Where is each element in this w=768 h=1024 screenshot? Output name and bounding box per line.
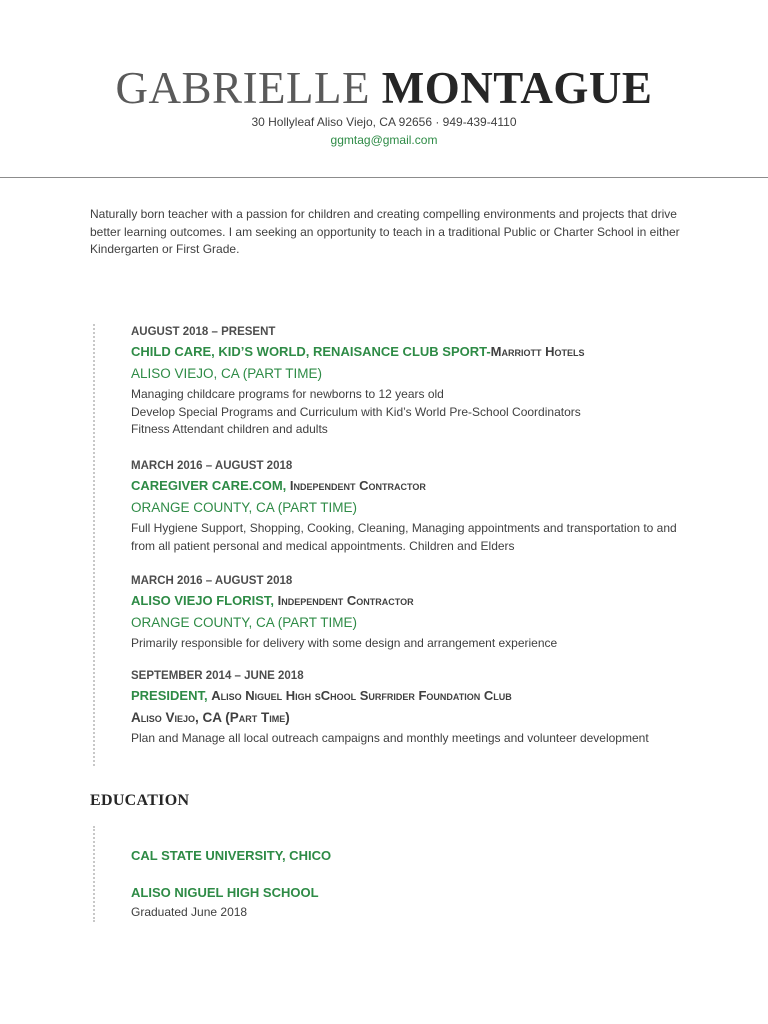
job-title bbox=[131, 476, 691, 495]
job-role: ALISO VIEJO FLORIST, bbox=[131, 593, 275, 608]
first-name: GABRIELLE bbox=[115, 63, 371, 113]
job-date: MARCH 2016 – AUGUST 2018 bbox=[131, 575, 293, 587]
applicant-name bbox=[0, 62, 768, 114]
job-description bbox=[131, 386, 691, 439]
job-description bbox=[131, 635, 691, 653]
experience-dotted-rule bbox=[93, 324, 95, 766]
job-description bbox=[131, 520, 691, 555]
job-employer: Independent Contractor bbox=[289, 478, 426, 493]
job-title bbox=[131, 591, 691, 610]
job-location: ALISO VIEJO, CA (PART TIME) bbox=[131, 366, 323, 381]
experience-entry bbox=[131, 574, 691, 653]
email-address: ggmtag@gmail.com bbox=[330, 133, 438, 147]
job-location: Aliso Viejo, CA (Part Time) bbox=[131, 710, 290, 725]
job-location: ORANGE COUNTY, CA (PART TIME) bbox=[131, 500, 358, 515]
education-heading: EDUCATION bbox=[90, 792, 190, 809]
education-entry bbox=[131, 846, 691, 865]
education-detail: Graduated June 2018 bbox=[131, 905, 248, 919]
job-employer: Aliso Niguel High sChool Surfrider Foundation Club bbox=[211, 688, 512, 703]
job-duty: Managing childcare programs for newborns to 12 years old bbox=[131, 387, 444, 401]
job-title bbox=[131, 342, 691, 361]
objective-summary: Naturally born teacher with a passion for children and creating compelling environments and projects that drive better learning outcomes. I am seeking an opportunity to teach in a traditional Public or Charter School in either Kindergarten or First Grade. bbox=[90, 207, 680, 256]
job-date: MARCH 2016 – AUGUST 2018 bbox=[131, 460, 293, 472]
job-duty: Plan and Manage all local outreach campaigns and monthly meetings and volunteer development bbox=[131, 731, 649, 745]
header-divider bbox=[0, 177, 768, 178]
experience-entry bbox=[131, 325, 691, 439]
job-date: AUGUST 2018 – PRESENT bbox=[131, 326, 276, 338]
job-location: ORANGE COUNTY, CA (PART TIME) bbox=[131, 615, 358, 630]
school-name: ALISO NIGUEL HIGH SCHOOL bbox=[131, 885, 319, 900]
education-entry bbox=[131, 883, 691, 921]
experience-entry bbox=[131, 669, 691, 748]
education-dotted-rule bbox=[93, 826, 95, 922]
job-duty: Fitness Attendant children and adults bbox=[131, 422, 328, 436]
job-employer: Marriott Hotels bbox=[490, 344, 585, 359]
job-employer: Independent Contractor bbox=[277, 593, 414, 608]
last-name: MONTAGUE bbox=[381, 63, 653, 113]
job-role: CHILD CARE, KID’S WORLD, RENAISANCE CLUB SPORT- bbox=[131, 344, 491, 359]
job-description bbox=[131, 730, 691, 748]
job-role: PRESIDENT, bbox=[131, 688, 208, 703]
job-title bbox=[131, 686, 691, 705]
job-role: CAREGIVER CARE.COM, bbox=[131, 478, 287, 493]
job-date: SEPTEMBER 2014 – JUNE 2018 bbox=[131, 670, 304, 682]
contact-line: 30 Hollyleaf Aliso Viejo, CA 92656 · 949-439-4110 bbox=[251, 115, 517, 129]
school-name: CAL STATE UNIVERSITY, CHICO bbox=[131, 848, 332, 863]
job-duty: Full Hygiene Support, Shopping, Cooking, Cleaning, Managing appointments and transportation to and from all patient personal and medical appointments. Children and Elders bbox=[131, 521, 677, 553]
job-duty: Develop Special Programs and Curriculum with Kid’s World Pre-School Coordinators bbox=[131, 404, 581, 419]
job-duty: Primarily responsible for delivery with some design and arrangement experience bbox=[131, 636, 558, 650]
experience-entry bbox=[131, 459, 691, 555]
resume-header bbox=[0, 0, 768, 178]
